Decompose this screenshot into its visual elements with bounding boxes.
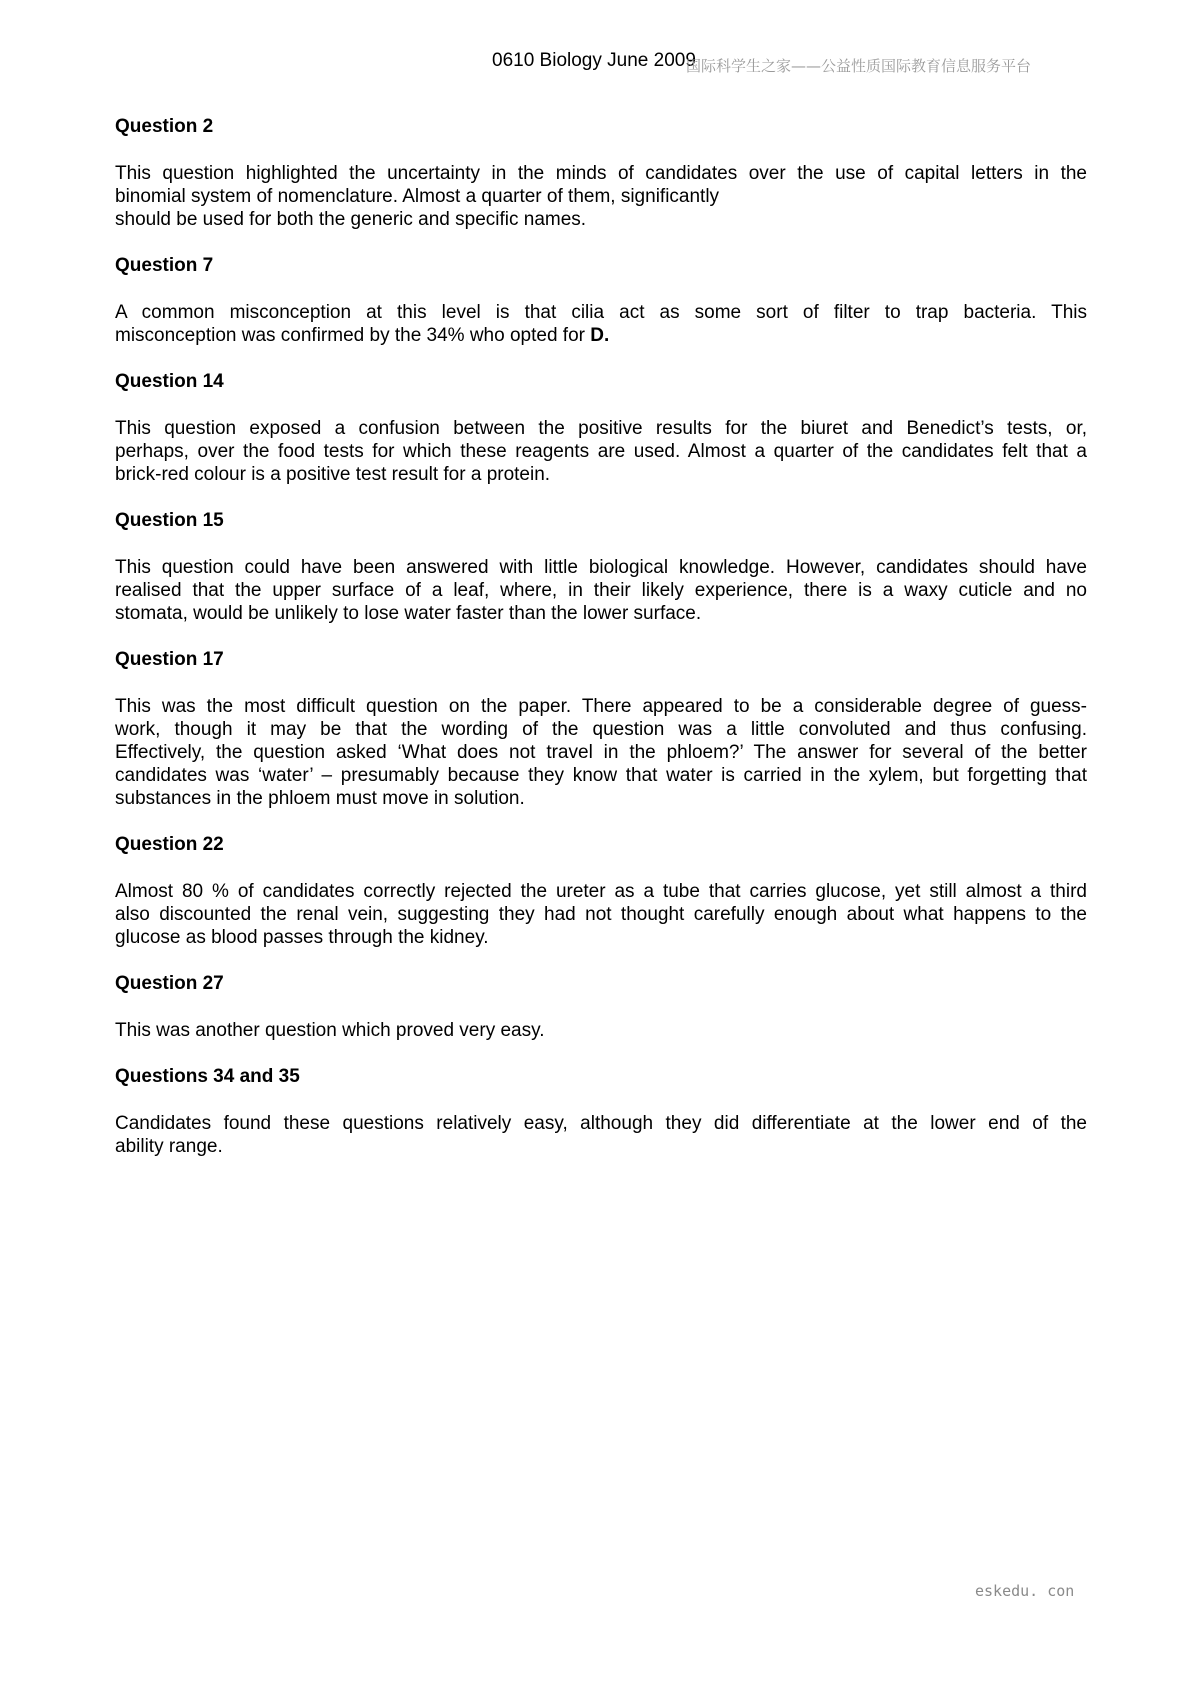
question-22-section [115, 834, 1087, 949]
text-line: realised that the upper surface of a leaf, where, in their likely experience, there is a waxy cuticle and no [115, 580, 1087, 601]
question-text [115, 695, 1087, 810]
answer-letter: D. [590, 325, 610, 346]
text-line: This question highlighted the uncertainty in the minds of candidates over the use of capital letters in the [115, 163, 1087, 184]
question-text [115, 880, 1087, 949]
question-7-section [115, 255, 1087, 347]
question-heading: Question 7 [115, 255, 214, 276]
question-text [115, 301, 1087, 347]
question-27-section [115, 973, 1087, 1042]
question-heading: Question 15 [115, 510, 224, 531]
question-text [115, 1112, 1087, 1158]
question-text [115, 1019, 1087, 1042]
text-line: perhaps, over the food tests for which these reagents are used. Almost a quarter of the candidates felt that a [115, 441, 1087, 462]
question-heading: Question 27 [115, 973, 224, 994]
question-heading: Question 17 [115, 649, 224, 670]
text-line: This was another question which proved very easy. [115, 1020, 545, 1041]
text-line: This was the most difficult question on the paper. There appeared to be a considerable degree of guess- [115, 696, 1087, 717]
footer-watermark: eskedu. con [975, 1582, 1075, 1600]
questions-34-35-section [115, 1066, 1087, 1158]
question-text [115, 556, 1087, 625]
document-body [115, 116, 1087, 1182]
question-heading: Question 2 [115, 116, 214, 137]
text-line: glucose as blood passes through the kidney. [115, 927, 489, 948]
text-line: binomial system of nomenclature. Almost a quarter of them, significantly [115, 186, 720, 207]
text-line: work, though it may be that the wording of the question was a little convoluted and thus confusing. [115, 719, 1087, 740]
question-17-section [115, 649, 1087, 810]
question-text [115, 162, 1087, 231]
text-line: Almost 80 % of candidates correctly rejected the ureter as a tube that carries glucose, yet still almost a third [115, 881, 1087, 902]
question-14-section [115, 371, 1087, 486]
text-line: Effectively, the question asked ‘What does not travel in the phloem?’ The answer for several of the better [115, 742, 1087, 763]
text-line: substances in the phloem must move in solution. [115, 788, 525, 809]
text-line: brick-red colour is a positive test result for a protein. [115, 464, 551, 485]
text-line: Candidates found these questions relatively easy, although they did differentiate at the lower end of the [115, 1113, 1087, 1134]
text-line: ability range. [115, 1136, 223, 1157]
question-heading: Question 14 [115, 371, 224, 392]
text-fragment: misconception was confirmed by the 34% who opted for [115, 325, 591, 346]
question-text [115, 417, 1087, 486]
page-header-title: 0610 Biology June 2009 [492, 50, 696, 71]
text-line [115, 324, 1087, 347]
header-watermark: 国际科学生之家——公益性质国际教育信息服务平台 [686, 57, 1032, 75]
question-heading: Questions 34 and 35 [115, 1066, 300, 1087]
text-line: This question exposed a confusion between the positive results for the biuret and Benedict’s tests, or, [115, 418, 1087, 439]
text-line: candidates was ‘water’ – presumably because they know that water is carried in the xylem, but forgetting that [115, 765, 1087, 786]
text-line: This question could have been answered with little biological knowledge. However, candidates should have [115, 557, 1087, 578]
text-line: stomata, would be unlikely to lose water faster than the lower surface. [115, 603, 702, 624]
question-heading: Question 22 [115, 834, 224, 855]
text-line: A common misconception at this level is that cilia act as some sort of filter to trap bacteria. This [115, 302, 1087, 323]
text-line: also discounted the renal vein, suggesting they had not thought carefully enough about what happens to the [115, 904, 1087, 925]
question-15-section [115, 510, 1087, 625]
text-line: should be used for both the generic and specific names. [115, 209, 587, 230]
question-2-section [115, 116, 1087, 231]
